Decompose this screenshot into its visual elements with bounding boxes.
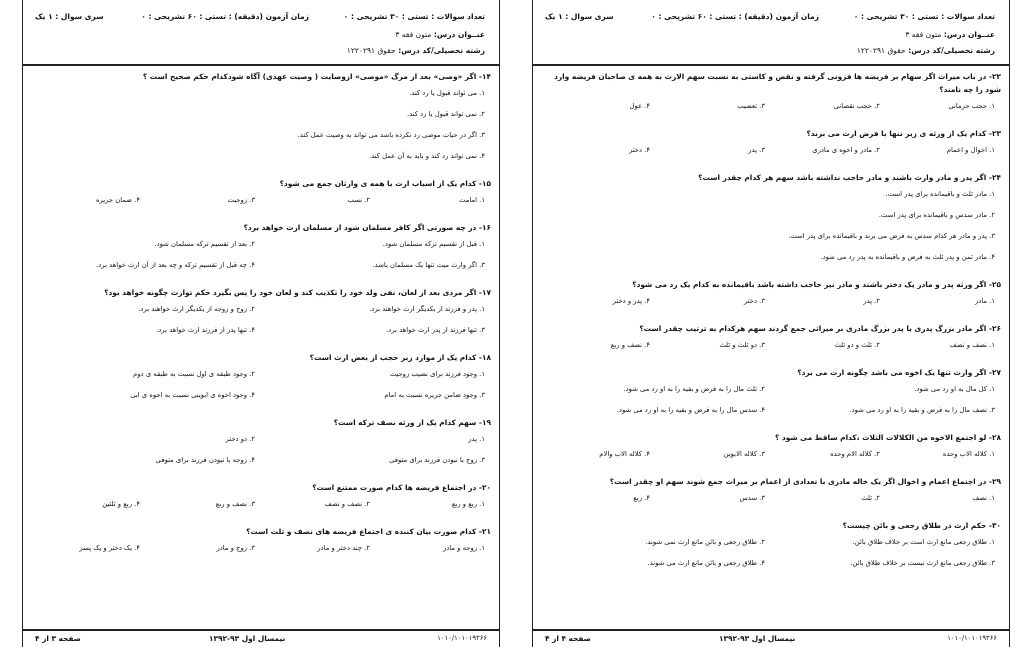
answer-option: ۱. اخوال و اعمام: [946, 146, 995, 154]
answer-option: ۱. می تواند قبول یا رد کند.: [409, 89, 485, 97]
option-list: [31, 543, 491, 564]
answer-option: ۲. وجود طبقه ی اول نسبت به طبقه ی دوم: [133, 370, 255, 378]
answer-option: ۱. طلاق رجعی مانع ارث است بر خلاف طلاق بائن.: [852, 538, 995, 546]
question-item: [541, 278, 1001, 317]
answer-option: ۱. نصف و نصف: [949, 341, 995, 349]
answer-option: ۴. یک دختر و یک پسر: [79, 544, 140, 552]
answer-option: ۳. زوج و مادر: [216, 544, 255, 552]
exam-code: ۱۰۱۰/۱۰۱۰۱۹۳۶۶: [947, 634, 997, 642]
question-count: تعداد سوالات : تستی : ۳۰ تشریحی : ۰: [343, 12, 485, 21]
option-list: [541, 145, 1001, 166]
answer-option: ۳. اگر وارث میت تنها یک مسلمان باشد.: [372, 261, 485, 269]
answer-option: ۴. ربع و ثلثین: [102, 500, 140, 508]
question-item: [31, 481, 491, 520]
option-list: [541, 449, 1001, 470]
question-stem: ۳۰- حکم ارث در طلاق رجعی و بائن چیست؟: [842, 521, 1001, 530]
answer-option: ۲. مادر و اخوه ی مادری: [812, 146, 880, 154]
question-stem: ۱۵- کدام یک از اسباب ارث با همه ی وارثان جمع می شود؟: [279, 179, 491, 188]
answer-option: ۳. تنها فرزند از پدر ارث خواهد برد.: [386, 326, 485, 334]
option-list: [541, 101, 1001, 122]
answer-option: ۳. نصف مال را به فرض و بقیه را به او رد می شود.: [849, 406, 995, 414]
question-stem: ۲۳- کدام یک از ورثه ی زیر تنها با فرض ارث می برند؟: [806, 129, 1001, 138]
page-header: [23, 0, 499, 66]
answer-option: ۴. زوجه با نبودن فرزند برای متوفی: [155, 456, 255, 464]
exam-page-3: [22, 0, 500, 647]
answer-option: ۳. سدس: [739, 494, 765, 502]
answer-option: ۲. مادر سدس و باقیمانده برای پدر است.: [878, 211, 995, 219]
answer-option: ۳. طلاق رجعی مانع ارث نیست بر خلاف طلاق بائن.: [850, 559, 995, 567]
question-item: [541, 366, 1001, 426]
option-list: [31, 88, 491, 172]
question-item: [541, 519, 1001, 579]
answer-option: ۲. ثلث: [861, 494, 880, 502]
answer-option: ۴. چه قبل از تقسیم ترکه و چه بعد از آن ارث خواهد برد.: [96, 261, 255, 269]
term-label: نیمسال اول ۹۳-۱۳۹۲: [209, 634, 286, 643]
option-list: [541, 493, 1001, 514]
answer-option: ۱. وجود فرزند برای نصیب زوجیت: [389, 370, 485, 378]
question-item: [541, 70, 1001, 122]
answer-option: ۳. پدر: [748, 146, 765, 154]
answer-option: ۴. تنها پدر از فرزند ارث خواهد برد.: [156, 326, 255, 334]
question-stem: ۲۴- اگر پدر و مادر وارث باشند و مادر حاجب نداشته باشد سهم هر کدام چقدر است؟: [698, 173, 1001, 182]
answer-option: ۳. زوجیت: [227, 196, 255, 204]
question-item: [541, 431, 1001, 470]
answer-option: ۱. زوجه و مادر: [442, 544, 485, 552]
subject-value: متون فقه ۳: [395, 30, 432, 39]
subject-value: متون فقه ۳: [905, 30, 942, 39]
answer-option: ۱. پدر: [468, 435, 485, 443]
answer-option: ۱. مادر ثلث و باقیمانده برای پدر است.: [885, 190, 995, 198]
exam-time: زمان آزمون (دقیقه) : تستی : ۶۰ تشریحی : ۰: [651, 12, 819, 21]
question-item: [31, 177, 491, 216]
question-item: [31, 351, 491, 411]
question-item: [31, 70, 491, 172]
answer-option: ۱. پدر و فرزند از یکدیگر ارث خواهند برد.: [369, 305, 485, 313]
answer-option: ۳. نصف و ربع: [215, 500, 255, 508]
answer-option: ۲. دو دختر: [225, 435, 255, 443]
answer-option: ۴. ربع: [633, 494, 650, 502]
option-list: [31, 369, 491, 411]
field-label: رشته تحصیلی/کد درس:: [398, 46, 485, 55]
question-stem: ۲۵- اگر ورثه پدر و مادر یک دختر باشند و مادر نیز حاجب داشته باشد باقیمانده به کدام یک رد می شود؟: [632, 280, 1001, 289]
page-number: صفحه ۳ از ۴: [35, 634, 81, 643]
answer-option: ۱. نصف: [972, 494, 995, 502]
question-item: [541, 475, 1001, 514]
question-stem: ۲۰- در اجتماع فریضه ها کدام صورت ممتنع است؟: [312, 483, 491, 492]
question-item: [31, 416, 491, 476]
answer-option: ۲. حجب نقصانی: [833, 102, 880, 110]
answer-option: ۱. ربع و ربع: [451, 500, 485, 508]
question-stem: ۱۶- در چه صورتی اگر کافر مسلمان شود از مسلمان ارث خواهد برد؟: [243, 223, 491, 232]
question-item: [541, 322, 1001, 361]
option-list: [31, 304, 491, 346]
answer-option: ۱. حجب حرمانی: [948, 102, 995, 110]
option-list: [31, 499, 491, 520]
term-label: نیمسال اول ۹۳-۱۳۹۲: [719, 634, 796, 643]
exam-time: زمان آزمون (دقیقه) : تستی : ۶۰ تشریحی : ۰: [141, 12, 309, 21]
option-list: [31, 195, 491, 216]
answer-option: ۱. امامت: [459, 196, 485, 204]
field-line: [347, 46, 485, 55]
answer-option: ۴. عول: [629, 102, 650, 110]
answer-option: ۲. طلاق رجعی و بائن مانع ارث نمی شوند.: [645, 538, 765, 546]
page-header: [533, 0, 1009, 66]
question-stem: ۲۹- در اجتماع اعمام و اخوال اگر یک خاله مادری با تعدادی از اعمام بر میراث جمع شوند سهم او چقدر است؟: [609, 477, 1001, 486]
answer-option: ۳. زوج با نبودن فرزند برای متوفی: [389, 456, 485, 464]
option-list: [31, 239, 491, 281]
option-list: [541, 384, 1001, 426]
answer-option: ۳. دو ثلث و ثلث: [719, 341, 765, 349]
answer-option: ۳. تعصیب: [737, 102, 765, 110]
field-value: حقوق ۱۲۲۰۲۹۱: [856, 46, 906, 55]
subject-line: [905, 30, 995, 39]
question-series: سری سوال : ۱ یک: [35, 12, 104, 21]
question-series: سری سوال : ۱ یک: [545, 12, 614, 21]
question-item: [31, 221, 491, 281]
answer-option: ۲. ثلث مال را به فرض و بقیه را به او رد می شود.: [623, 385, 765, 393]
page-number: صفحه ۴ از ۴: [545, 634, 591, 643]
answer-option: ۱. کلاله الاب وحده: [942, 450, 995, 458]
question-list: [541, 70, 1001, 625]
answer-option: ۱. مادر: [975, 297, 995, 305]
answer-option: ۱. قبل از تقسیم ترکه مسلمان شود.: [382, 240, 485, 248]
answer-option: ۲. ثلث و دو ثلث: [834, 341, 880, 349]
answer-option: ۲. نسب: [347, 196, 370, 204]
field-label: رشته تحصیلی/کد درس:: [908, 46, 995, 55]
answer-option: ۲. نصف و نصف: [324, 500, 370, 508]
answer-option: ۲. پدر: [863, 297, 880, 305]
answer-option: ۴. مادر ثمن و پدر ثلث به فرض و باقیمانده به پدر رد می شود.: [820, 253, 995, 261]
answer-option: ۴. سدس مال را به فرض و بقیه را به او رد می شود.: [616, 406, 765, 414]
page-footer: [23, 629, 499, 647]
question-stem: ۱۸- کدام یک از موارد زیر حجب از بعض ارث است؟: [309, 353, 491, 362]
answer-option: ۳. وجود ضامن جریره نسبت به امام: [384, 391, 485, 399]
question-stem: ۲۶- اگر مادر بزرگ پدری با پدر بزرگ مادری بر میراثی جمع گردند سهم هرکدام به ترتیب چقدر است؟: [639, 324, 1001, 333]
subject-line: [395, 30, 485, 39]
answer-option: ۲. چند دختر و مادر: [317, 544, 370, 552]
answer-option: ۲. کلاله الام وحده: [830, 450, 880, 458]
question-count: تعداد سوالات : تستی : ۳۰ تشریحی : ۰: [853, 12, 995, 21]
question-stem: ۲۱- کدام صورت بیان کننده ی اجتماع فریضه های نصف و ثلث است؟: [246, 527, 491, 536]
answer-option: ۴. کلاله الاب والام: [599, 450, 650, 458]
answer-option: ۲. زوج و زوجه از یکدیگر ارث خواهند برد.: [138, 305, 255, 313]
question-item: [541, 171, 1001, 273]
option-list: [31, 434, 491, 476]
answer-option: ۳. اگر در حیات موصی رد نکرده باشد می تواند به وصیت عمل کند.: [297, 131, 485, 139]
exam-page-4: [532, 0, 1010, 647]
question-stem: ۱۴- اگر «وصی» بعد از مرگ «موصی» ازوصایت ( وصیت عهدی) آگاه شودکدام حکم صحیح است ؟: [142, 72, 491, 81]
field-line: [857, 46, 995, 55]
answer-option: ۴. پدر و دختر: [612, 297, 650, 305]
answer-option: ۲. بعد از تقسیم ترکه مسلمان شود.: [154, 240, 255, 248]
subject-label: عنــوان درس:: [943, 30, 995, 39]
question-stem: ۲۷- اگر وارث تنها یک اخوه می باشد چگونه ارث می برد؟: [797, 368, 1001, 377]
answer-option: ۴. وجود اخوه ی ابوینی نسبت به اخوه ی ابی: [130, 391, 255, 399]
answer-option: ۱. کل مال به او رد می شود.: [914, 385, 995, 393]
exam-code: ۱۰۱۰/۱۰۱۰۱۹۳۶۶: [437, 634, 487, 642]
answer-option: ۳. دختر: [743, 297, 765, 305]
option-list: [541, 537, 1001, 579]
question-item: [541, 127, 1001, 166]
question-stem: ۱۷- اگر مردی بعد از لعان، نفی ولد خود را تکذیب کند و لعان خود را پس بگیرد حکم توارث چگونه خواهد بود؟: [104, 288, 491, 297]
question-item: [31, 286, 491, 346]
answer-option: ۲. نمی تواند قبول یا رد کند.: [406, 110, 485, 118]
answer-option: ۳. پدر و مادر هر کدام سدس به فرض می برند و باقیمانده برای پدر است.: [788, 232, 995, 240]
question-stem: ۲۲- در باب میراث اگر سهام بر فریضه ها فزونی گرفته و نقص و کاستی به نسبت سهم الارث به همه ی صاحبان فریضه وارد شود را چه نامند؟: [554, 72, 1001, 94]
question-stem: ۲۸- لو اجتمع الاخوه من الکلالات الثلاث ،کدام ساقط می شود ؟: [775, 433, 1001, 442]
answer-option: ۴. دختر: [628, 146, 650, 154]
question-stem: ۱۹- سهم کدام یک از ورثه نصف ترکه است؟: [333, 418, 491, 427]
page-footer: [533, 629, 1009, 647]
option-list: [541, 189, 1001, 273]
answer-option: ۴. نمی تواند رد کند و باید به آن عمل کند.: [368, 152, 485, 160]
answer-option: ۴. نصف و ربع: [610, 341, 650, 349]
answer-option: ۴. ضمان جریره: [95, 196, 140, 204]
question-item: [31, 525, 491, 564]
field-value: حقوق ۱۲۲۰۲۹۱: [346, 46, 396, 55]
question-list: [31, 70, 491, 625]
subject-label: عنــوان درس:: [433, 30, 485, 39]
option-list: [541, 340, 1001, 361]
option-list: [541, 296, 1001, 317]
answer-option: ۳. کلاله الابوین: [723, 450, 765, 458]
answer-option: ۴. طلاق رجعی و بائن مانع ارث می شوند.: [647, 559, 765, 567]
